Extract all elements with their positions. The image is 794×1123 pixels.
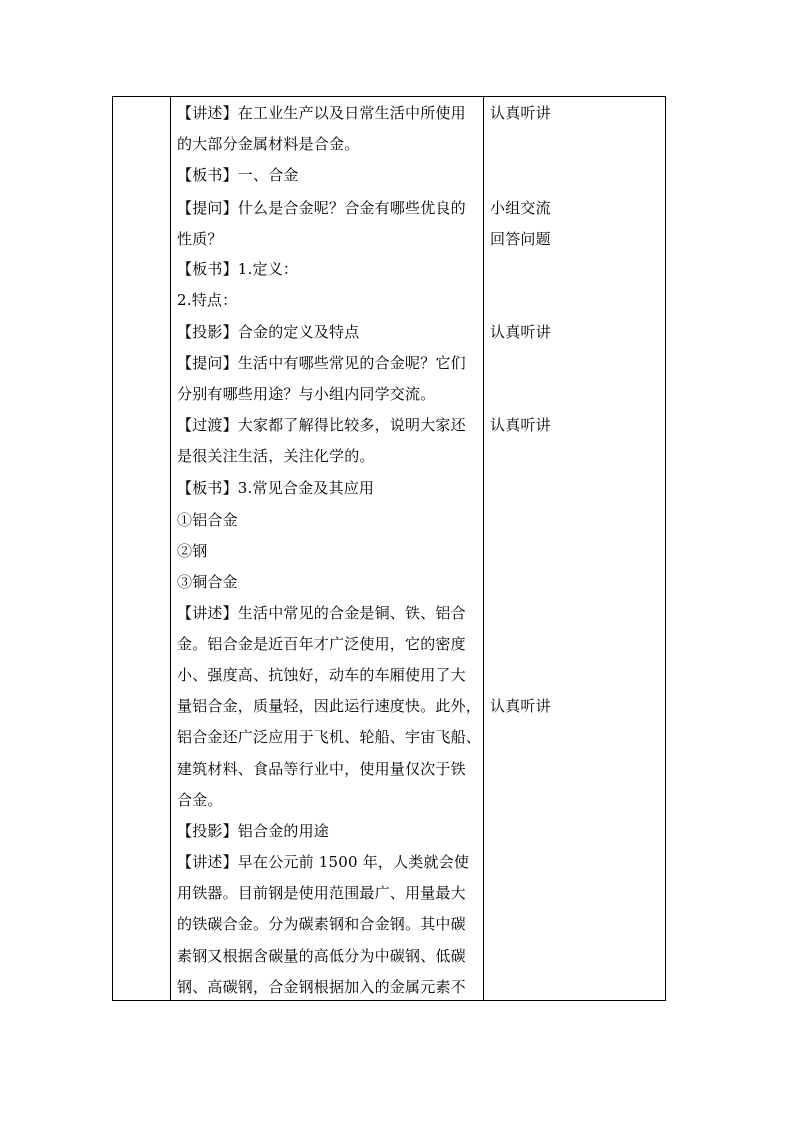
teacher-activity-line: 【板书】1.定义： [177, 260, 299, 278]
student-activity-line: 认真听讲 [490, 416, 551, 434]
student-activity-line: 回答问题 [490, 230, 551, 248]
teacher-activity-line: 的铁碳合金。分为碳素钢和合金钢。其中碳 [177, 915, 466, 933]
teacher-activity-line: 【过渡】大家都了解得比较多，说明大家还 [177, 416, 466, 434]
teacher-activity-line: 铝合金还广泛应用于飞机、轮船、宇宙飞船、 [177, 728, 482, 746]
teacher-activity-line: 【板书】一、合金 [177, 166, 299, 184]
teacher-activity-line: 【提问】生活中有哪些常见的合金呢？它们 [177, 354, 466, 372]
teacher-activity-line: 用铁器。目前钢是使用范围最广、用量最大 [177, 884, 466, 902]
teacher-activity-line: 2.特点： [177, 291, 238, 309]
lesson-plan-table [112, 96, 666, 1001]
teacher-activity-line: 金。铝合金是近百年才广泛使用，它的密度 [177, 635, 466, 653]
teacher-activity-line: 【投影】合金的定义及特点 [177, 323, 360, 341]
teacher-activity-line: 钢、高碳钢，合金钢根据加入的金属元素不 [177, 978, 466, 996]
teacher-activity-line: ①铝合金 [177, 511, 238, 529]
student-activity-line: 认真听讲 [490, 697, 551, 715]
teacher-activity-line: 【讲述】生活中常见的合金是铜、铁、铝合 [177, 604, 466, 622]
column-divider-left [170, 97, 171, 1000]
teacher-activity-line: ②钢 [177, 542, 208, 560]
teacher-activity-line: 建筑材料、食品等行业中，使用量仅次于铁 [177, 760, 466, 778]
teacher-activity-line: 合金。 [177, 791, 223, 809]
teacher-activity-line: 【板书】3.常见合金及其应用 [177, 479, 375, 497]
teacher-activity-line: 分别有哪些用途？与小组内同学交流。 [177, 385, 436, 403]
teacher-activity-line: 的大部分金属材料是合金。 [177, 135, 360, 153]
teacher-activity-line: 【讲述】在工业生产以及日常生活中所使用 [177, 104, 466, 122]
column-divider-right [483, 97, 484, 1000]
student-activity-line: 小组交流 [490, 199, 551, 217]
student-activity-line: 认真听讲 [490, 104, 551, 122]
teacher-activity-line: 是很关注生活，关注化学的。 [177, 447, 375, 465]
teacher-activity-line: 素钢又根据含碳量的高低分为中碳钢、低碳 [177, 947, 466, 965]
teacher-activity-line: 量铝合金，质量轻，因此运行速度快。此外， [177, 697, 482, 715]
teacher-activity-line: 【投影】铝合金的用途 [177, 822, 330, 840]
teacher-activity-line: 小、强度高、抗蚀好，动车的车厢使用了大 [177, 666, 466, 684]
teacher-activity-line: 【讲述】早在公元前 1500 年，人类就会使 [177, 853, 470, 871]
teacher-activity-line: 【提问】什么是合金呢？合金有哪些优良的 [177, 199, 466, 217]
student-activity-line: 认真听讲 [490, 323, 551, 341]
teacher-activity-line: 性质？ [177, 230, 223, 248]
teacher-activity-line: ③铜合金 [177, 573, 238, 591]
